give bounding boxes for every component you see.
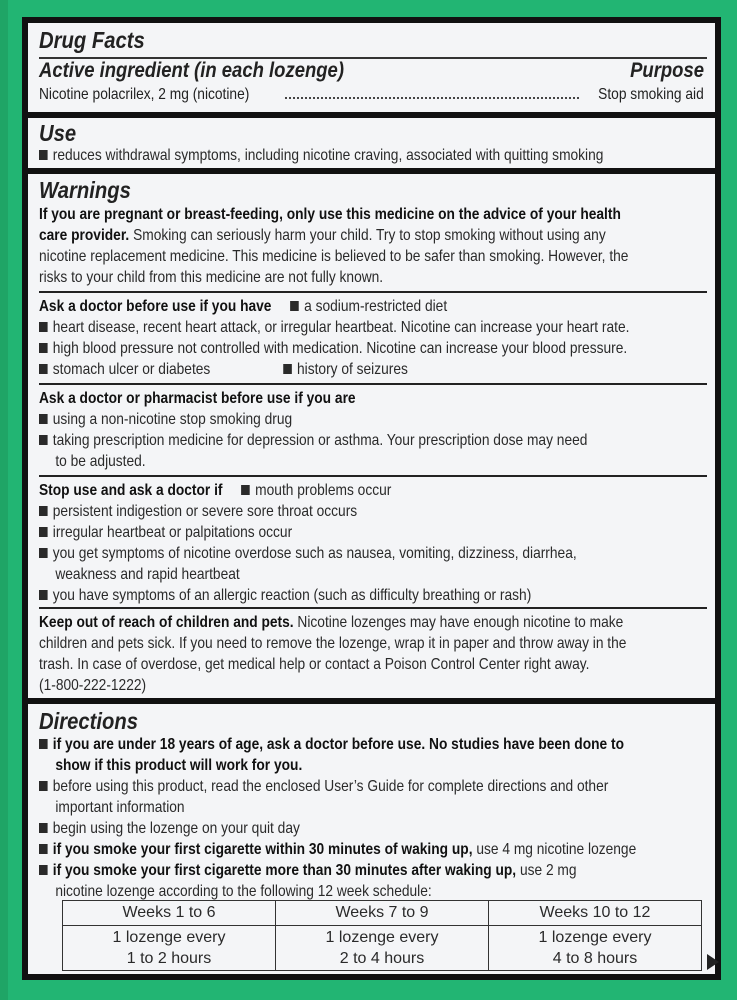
- active-ingredient-section: [28, 23, 715, 112]
- bullet-icon: [39, 343, 48, 353]
- drug-facts-panel: [22, 17, 721, 980]
- bullet-icon: [39, 506, 48, 516]
- use-item: reduces withdrawal symptoms, including nicotine craving, associated with quitting smoking: [39, 145, 611, 166]
- poison-control-number: (1-800-222-1222): [39, 677, 147, 694]
- divider: [39, 607, 707, 609]
- bullet-icon: [39, 322, 48, 332]
- use-heading: Use: [39, 120, 77, 146]
- stop-use-block: Stop use and ask a doctor if mouth problems occur persistent indigestion or severe sore throat occurs irregular heartbeat or palpitations occur you get symptoms of nicotine overdose such as nausea, vomiting, dizziness, diarrhea, weakness and rapid heartbeat you have symptoms of an allergic reaction (such as difficulty breathing or rash): [39, 482, 577, 604]
- bullet-icon: [39, 364, 48, 374]
- divider: [39, 291, 707, 293]
- box-edge: [0, 0, 8, 1000]
- use-section: [28, 118, 715, 168]
- purpose-heading: Purpose: [630, 59, 704, 82]
- active-ingredient-heading: Active ingredient (in each lozenge): [39, 59, 344, 82]
- divider: [39, 475, 707, 477]
- table-header-cell: Weeks 1 to 6: [63, 901, 276, 926]
- bullet-icon: [283, 364, 292, 374]
- bullet-icon: [39, 414, 48, 424]
- divider: [39, 383, 707, 385]
- ingredient-name: Nicotine polacrilex, 2 mg (nicotine): [39, 86, 250, 103]
- bullet-icon: [39, 548, 48, 558]
- bullet-icon: [39, 150, 48, 160]
- pregnancy-warning: If you are pregnant or breast-feeding, only use this medicine on the advice of your health care provider. Smoking can seriously harm your child. Try to stop smoking without using any nicotine replacement medicine. This medicine is believed to be safer than smoking. However, the risks to your child from this medicine are not fully known.: [39, 206, 629, 286]
- ingredient-row: [39, 85, 704, 104]
- ask-doctor-block: Ask a doctor before use if you have a sodium-restricted diet heart disease, recent heart attack, or irregular heartbeat. Nicotine can increase your heart rate. high blood pressure not controlled with medication. Nicotine can increase your blood pressure. stomach ulcer or diabetes history of seizures: [39, 298, 630, 378]
- table-header-cell: Weeks 7 to 9: [276, 901, 489, 926]
- drug-facts-title: Drug Facts: [39, 27, 145, 53]
- bullet-icon: [39, 435, 48, 445]
- warnings-heading: Warnings: [39, 177, 131, 203]
- ask-pharmacist-block: Ask a doctor or pharmacist before use if you are using a non-nicotine stop smoking drug taking prescription medicine for depression or asthma. Your prescription dose may need to be adjusted.: [39, 388, 704, 472]
- bullet-icon: [241, 485, 250, 495]
- bullet-icon: [39, 823, 48, 833]
- directions-section: [28, 704, 715, 974]
- ask-doctor-heading: Ask a doctor before use if you have: [39, 298, 272, 315]
- ask-pharmacist-heading: Ask a doctor or pharmacist before use if you are: [39, 390, 356, 407]
- bullet-icon: [39, 781, 48, 791]
- keep-out-of-reach-block: Keep out of reach of children and pets. Nicotine lozenges may have enough nicotine to make children and pets sick. If you need to remove the lozenge, wrap it in paper and throw away in the trash. In case of overdose, get medical help or contact a Poison Control Center right away. (1-800-222-1222): [39, 614, 627, 694]
- table-cell: 1 lozenge every 1 to 2 hours: [63, 926, 276, 971]
- table-header-cell: Weeks 10 to 12: [489, 901, 702, 926]
- directions-heading: Directions: [39, 708, 138, 734]
- continue-arrow-icon: [707, 954, 719, 970]
- warnings-section: [28, 174, 715, 698]
- bullet-icon: [39, 739, 48, 749]
- dot-leader: [285, 97, 579, 99]
- stop-use-heading: Stop use and ask a doctor if: [39, 482, 223, 499]
- table-header-row: [63, 901, 702, 926]
- table-cell: 1 lozenge every 2 to 4 hours: [276, 926, 489, 971]
- ingredient-purpose: Stop smoking aid: [598, 86, 704, 103]
- bullet-icon: [290, 301, 299, 311]
- bullet-icon: [39, 590, 48, 600]
- table-cell: 1 lozenge every 4 to 8 hours: [489, 926, 702, 971]
- bullet-icon: [39, 844, 48, 854]
- bullet-icon: [39, 527, 48, 537]
- table-row: [63, 926, 702, 971]
- directions-list: if you are under 18 years of age, ask a doctor before use. No studies have been done to show if this product will work for you. before using this product, read the enclosed User’s Guide for complete directions and other important information begin using the lozenge on your quit day if you smoke your first cigarette within 30 minutes of waking up, use 4 mg nicotine lozenge if you smoke your first cigarette more than 30 minutes after waking up, use 2 mg nicotine lozenge according to the following 12 week schedule:: [39, 734, 704, 902]
- bullet-icon: [39, 865, 48, 875]
- dosing-schedule-table: [62, 900, 702, 971]
